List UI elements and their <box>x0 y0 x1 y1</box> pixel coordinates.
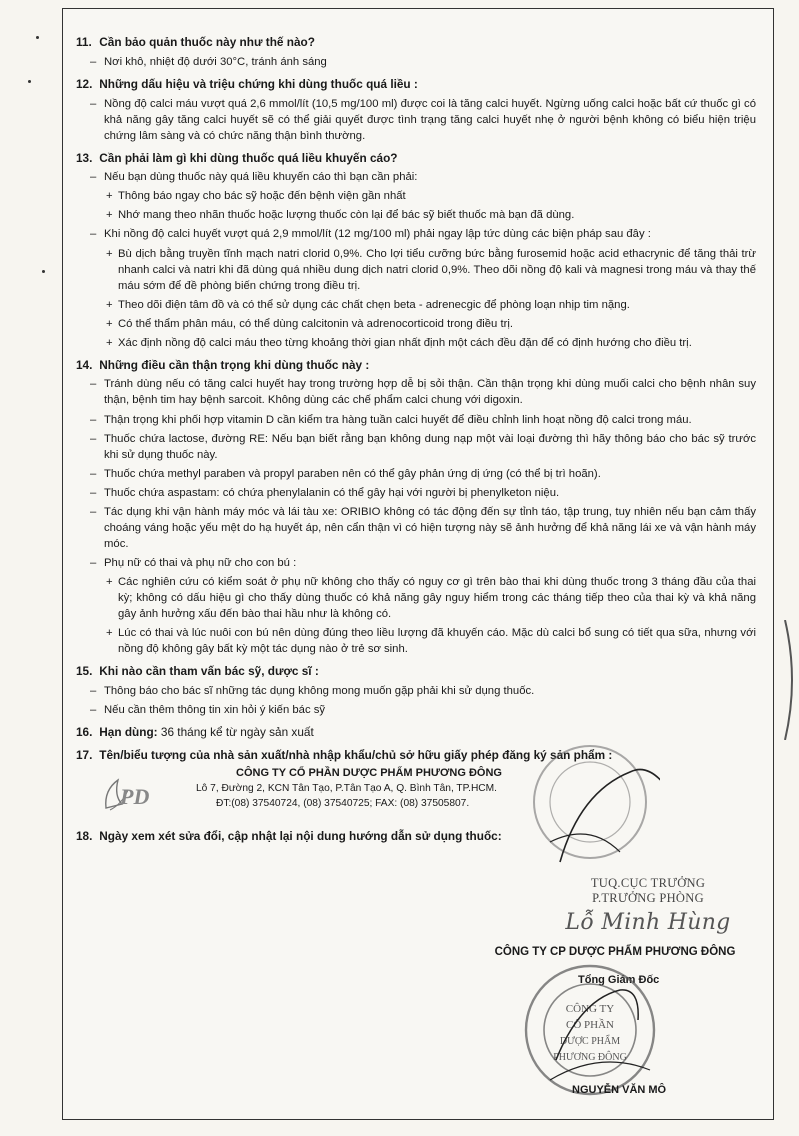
company-seal-stamp <box>520 960 660 1100</box>
leaflet-content <box>76 28 756 848</box>
company-phone: ĐT:(08) 37540724, (08) 37540725; FAX: (08) 37505807. <box>216 798 470 810</box>
section-16-heading: 16. Hạn dùng: 36 tháng kể từ ngày sản xuất <box>76 724 314 739</box>
section-14-item: – Thuốc chứa methyl paraben và propyl paraben nên có thể gây phản ứng dị ứng (có thể bị trì hoãn). <box>90 467 601 480</box>
section-14-subitem: + Các nghiên cứu có kiểm soát ở phụ nữ không cho thấy có nguy cơ gì trên bào thai khi dùng thuốc trong 3 tháng đầu của thai kỳ; không có dấu hiệu gì cho thấy dùng thuốc có khả năng gây nguy hiểm trong các tháng tiếp theo của thai kỳ và khả năng gây ảnh hưởng xấu đến bào thai hầu như là không có. <box>106 575 756 620</box>
svg-text:PHƯƠNG ĐÔNG: PHƯƠNG ĐÔNG <box>553 1052 627 1063</box>
approval-line-1: TUQ.CỤC TRƯỞNG <box>590 876 706 890</box>
section-14-item: – Thuốc chứa lactose, đường RE: Nếu bạn biết rằng bạn không dung nạp một vài loại đường thì hãy thông báo cho bác sỹ trước khi sử dụng thuốc này. <box>90 432 756 461</box>
section-13-subitem: + Bù dịch bằng truyền tĩnh mạch natri clorid 0,9%. Cho lợi tiểu cưỡng bức bằng furosemid hoặc acid ethacrynic để tăng thải trừ nhanh calci và natri khi đã dùng quá nhiều dung dịch natri clorid 0,9%. Theo dõi nồng độ kali và magnesi trong máu và thay thế máu sớm để đề phòng biến chứng trong điều trị. <box>106 247 756 292</box>
section-18-heading: 18. Ngày xem xét sửa đổi, cập nhật lại nội dung hướng dẫn sử dụng thuốc: <box>76 829 502 844</box>
section-13-subitem: + Thông báo ngay cho bác sỹ hoặc đến bệnh viện gần nhất <box>106 190 406 203</box>
edge-arc-mark <box>783 620 799 740</box>
section-12-heading: 12. Những dấu hiệu và triệu chứng khi dùng thuốc quá liều : <box>76 76 418 91</box>
svg-text:CỔ PHẦN: CỔ PHẦN <box>566 1019 614 1031</box>
section-13-subitem: + Nhớ mang theo nhãn thuốc hoặc lượng thuốc còn lại để bác sỹ biết thuốc mà bạn đã dùng. <box>106 209 575 222</box>
section-15-item: – Nếu cần thêm thông tin xin hỏi ý kiến bác sỹ <box>90 703 326 716</box>
section-12-item: – Nồng độ calci máu vượt quá 2,6 mmol/lít (10,5 mg/100 ml) được coi là tăng calci huyết. Ngừng uống calci hoặc bất cứ thuốc gì có khả năng gây tăng calci huyết sẽ có thể giải quyết được tình trạng tăng calci huyết nhẹ ở người bệnh không có biểu hiện triệu chứng lâm sàng và có chức năng thận bình thường. <box>90 97 756 142</box>
section-14-item: – Phụ nữ có thai và phụ nữ cho con bú : <box>90 556 297 569</box>
section-11-heading: 11. Cần bảo quản thuốc này như thế nào? <box>76 35 315 49</box>
section-13-item: – Nếu bạn dùng thuốc này quá liều khuyến cáo thì bạn cần phải: <box>90 171 418 184</box>
signoff-title: Tổng Giám Đốc <box>578 974 660 986</box>
company-address: Lô 7, Đường 2, KCN Tân Tạo, P.Tân Tạo A, Q. Bình Tân, TP.HCM. <box>196 783 497 795</box>
section-14-item: – Thuốc chứa aspastam: có chứa phenylalanin có thể gây hại với người bị phenylketon niệu. <box>90 486 560 499</box>
section-13-item: – Khi nồng độ calci huyết vượt quá 2,9 mmol/lít (12 mg/100 ml) phải ngay lập tức dùng các biện pháp sau đây : <box>90 228 651 241</box>
section-15-heading: 15. Khi nào cần tham vấn bác sỹ, dược sĩ : <box>76 663 319 678</box>
svg-text:CÔNG TY: CÔNG TY <box>565 1003 615 1015</box>
section-14-item: – Thận trọng khi phối hợp vitamin D cần kiểm tra hàng tuần calci huyết để điều chỉnh linh hoạt nồng độ calci trong máu. <box>90 413 692 426</box>
section-13-subitem: + Xác định nồng độ calci máu theo từng khoảng thời gian nhất định một cách đều đặn để có định hướng cho điều trị. <box>106 336 692 349</box>
section-14-subitem: + Lúc có thai và lúc nuôi con bú nên dùng đúng theo liều lượng đã khuyến cáo. Mặc dù calci bổ sung có tiết qua sữa, nhưng với nồng độ không gây bất kỳ một tác dụng nào ở trẻ sơ sinh. <box>106 626 756 655</box>
ministry-stamp <box>520 732 660 872</box>
section-14-heading: 14. Những điều cần thận trọng khi dùng thuốc này : <box>76 357 370 372</box>
approval-signature: Lỗ Minh Hùng <box>565 910 731 935</box>
binder-dot <box>28 80 31 83</box>
signoff-name: NGUYỄN VĂN MÔ <box>572 1084 667 1096</box>
section-13-heading: 13. Cần phải làm gì khi dùng thuốc quá liều khuyến cáo? <box>76 150 398 165</box>
section-11-item: – Nơi khô, nhiệt độ dưới 30°C, tránh ánh sáng <box>90 55 327 68</box>
logo-letters: PD <box>120 784 150 810</box>
section-14-item: – Tránh dùng nếu có tăng calci huyết hay trong trường hợp dễ bị sỏi thận. Cần thận trọng khi dùng muối calci cho bệnh nhân suy thận, bệnh tim hay bệnh sarcoit. Không dùng các chế phẩm calci chung với digoxin. <box>90 378 756 407</box>
section-13-subitem: + Có thể thẩm phân máu, có thể dùng calcitonin và adrenocorticoid trong điều trị. <box>106 317 513 330</box>
company-name: CÔNG TY CỔ PHẦN DƯỢC PHẨM PHƯƠNG ĐÔNG <box>236 767 502 780</box>
binder-dot <box>42 270 45 273</box>
section-15-item: – Thông báo cho bác sĩ những tác dụng không mong muốn gặp phải khi sử dụng thuốc. <box>90 684 535 697</box>
section-14-item: – Tác dụng khi vận hành máy móc và lái tàu xe: ORIBIO không có tác động đến sự tỉnh táo, tập trung, tuy nhiên nếu bạn cảm thấy choáng váng hoặc yếu mệt do hạ huyết áp, nên cẩn thận vì có hiện tượng này sẽ ảnh hưởng để khả năng lái xe và vận hành máy móc. <box>90 505 756 550</box>
section-13-subitem: + Theo dõi điện tâm đồ và có thể sử dụng các chất chẹn beta - adrenecgic để phòng loạn nhịp tim nặng. <box>106 298 630 311</box>
svg-text:DƯỢC PHẨM: DƯỢC PHẨM <box>559 1036 621 1047</box>
signoff-company: CÔNG TY CP DƯỢC PHẨM PHƯƠNG ĐÔNG <box>494 946 736 958</box>
expiry-value: 36 tháng kể từ ngày sản xuất <box>160 724 314 739</box>
section-17-heading: 17. Tên/biểu tượng của nhà sản xuất/nhà nhập khẩu/chủ sở hữu giấy phép đăng ký sản phẩm : <box>76 747 613 762</box>
company-logo <box>100 774 160 816</box>
approval-line-2: P.TRƯỞNG PHÒNG <box>592 891 704 905</box>
binder-dot <box>36 36 39 39</box>
approval-block <box>548 876 748 935</box>
